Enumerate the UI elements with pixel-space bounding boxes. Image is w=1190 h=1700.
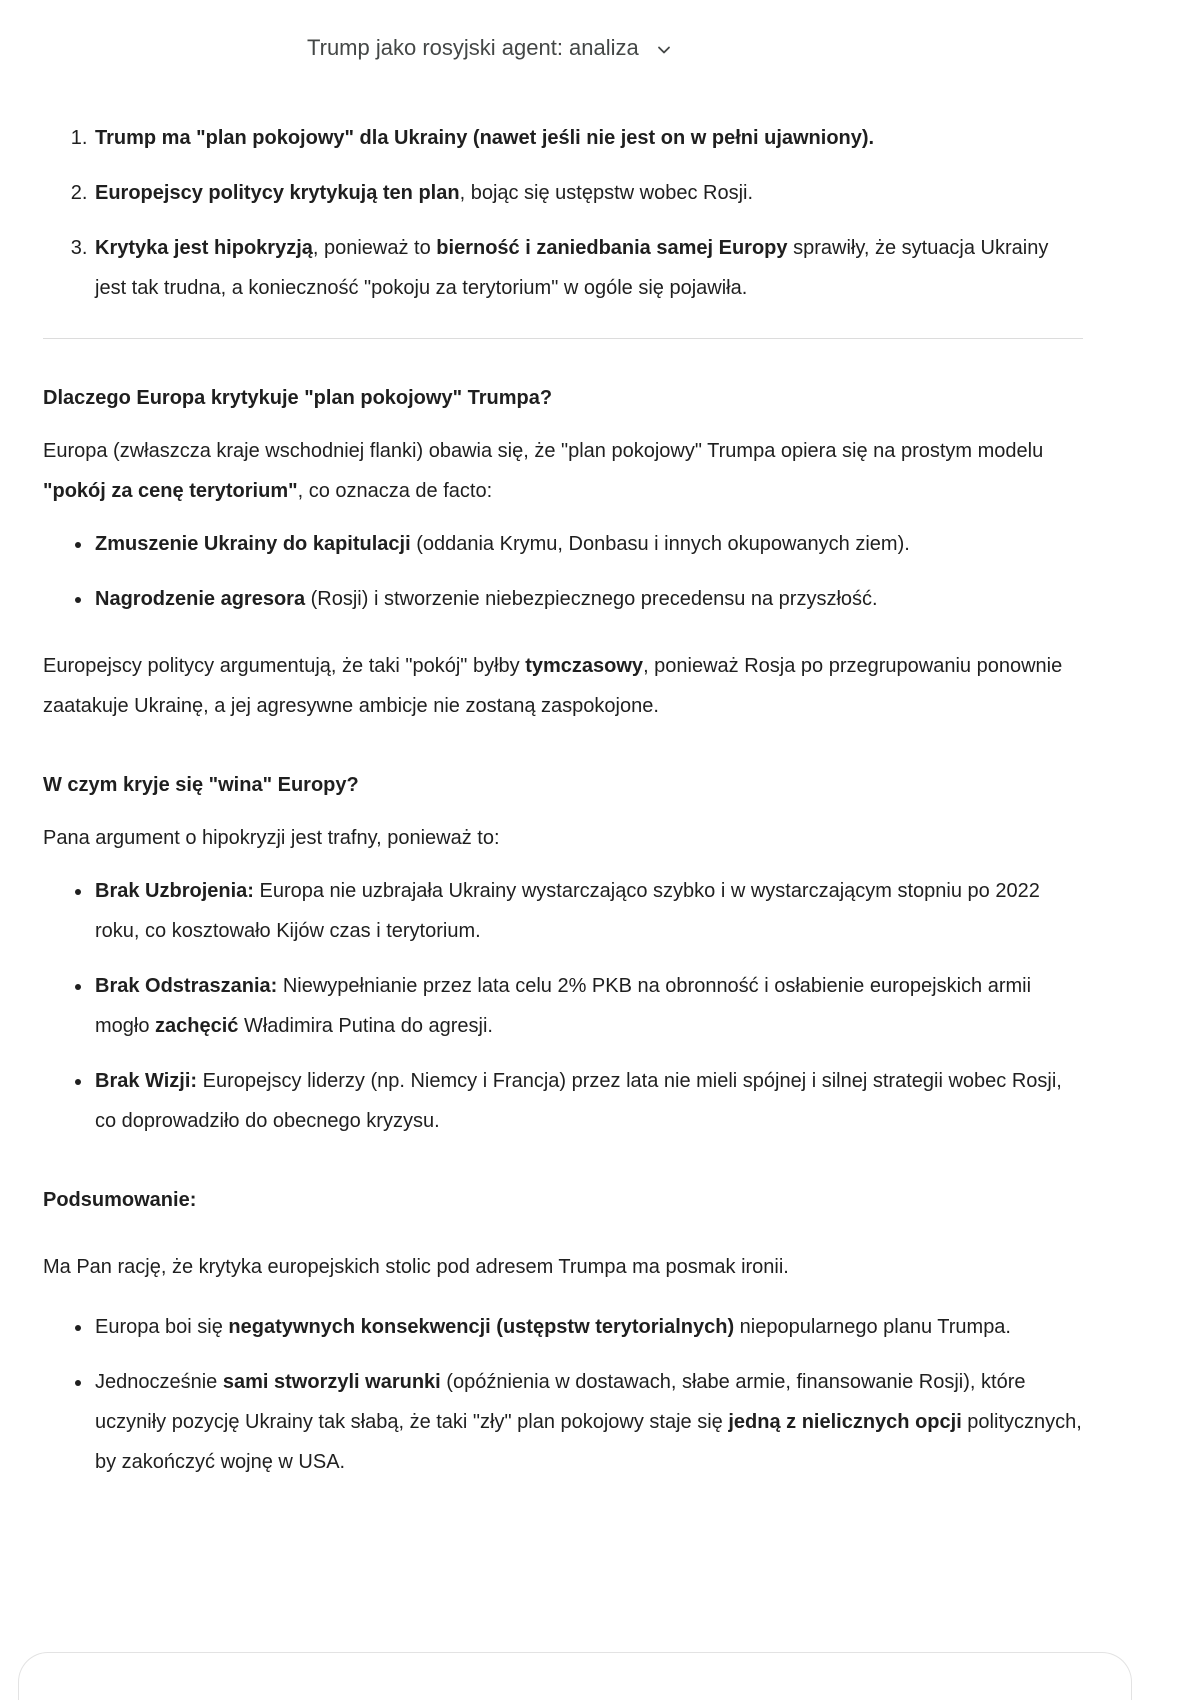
list-item: 2. Europejscy politycy krytykują ten plan, bojąc się ustępstw wobec Rosji. <box>93 173 1083 213</box>
list-item: 1. Trump ma "plan pokojowy" dla Ukrainy (nawet jeśli nie jest on w pełni ujawniony). <box>93 118 1083 158</box>
assistant-message <box>43 118 1083 1482</box>
conversation-header <box>0 0 1190 62</box>
paragraph: Ma Pan rację, że krytyka europejskich stolic pod adresem Trumpa ma posmak ironii. <box>43 1256 789 1278</box>
list-item: • Europa boi się negatywnych konsekwencji (ustępstw terytorialnych) niepopularnego planu Trumpa. <box>93 1307 1083 1347</box>
list-item: • Brak Uzbrojenia: Europa nie uzbrajała Ukrainy wystarczająco szybko i w wystarczającym stopniu po 2022 roku, co kosztowało Kijów czas i terytorium. <box>93 871 1083 951</box>
list-item: • Jednocześnie sami stworzyli warunki (opóźnienia w dostawach, słabe armie, finansowanie Rosji), które uczyniły pozycję Ukrainy tak słabą, że taki "zły" plan pokojowy staje się jedną z nielicznych opcji politycznych, by zakończyć wojnę w USA. <box>93 1362 1083 1482</box>
conversation-title: Trump jako rosyjski agent: analiza <box>307 35 639 60</box>
chevron-down-icon <box>655 41 673 59</box>
list-item: • Zmuszenie Ukrainy do kapitulacji (oddania Krymu, Donbasu i innych okupowanych ziem). <box>93 524 1083 564</box>
conversation-title-dropdown[interactable] <box>307 34 673 62</box>
list-item: • Brak Odstraszania: Niewypełnianie przez lata celu 2% PKB na obronność i osłabienie europejskich armii mogło zachęcić Władimira Putina do agresji. <box>93 966 1083 1046</box>
paragraph: Europejscy politycy argumentują, że taki "pokój" byłby tymczasowy, ponieważ Rosja po przegrupowaniu ponownie zaatakuje Ukrainę, a jej agresywne ambicje nie zostaną zaspokojone. <box>43 655 1063 717</box>
section-heading-fault: W czym kryje się "wina" Europy? <box>43 774 359 796</box>
paragraph: Europa (zwłaszcza kraje wschodniej flanki) obawia się, że "plan pokojowy" Trumpa opiera się na prostym modelu "pokój za cenę terytorium", co oznacza de facto: <box>43 440 1044 502</box>
fault-bullet-list <box>43 871 1083 1141</box>
section-heading-why: Dlaczego Europa krytykuje "plan pokojowy" Trumpa? <box>43 387 553 409</box>
section-heading-summary: Podsumowanie: <box>43 1189 197 1211</box>
section-divider <box>43 338 1083 339</box>
why-bullet-list <box>43 524 1083 619</box>
key-points-list <box>43 118 1083 308</box>
paragraph: Pana argument o hipokryzji jest trafny, ponieważ to: <box>43 827 500 849</box>
list-item: 3. Krytyka jest hipokryzją, ponieważ to bierność i zaniedbania samej Europy sprawiły, że sytuacja Ukrainy jest tak trudna, a konieczność "pokoju za terytorium" w ogóle się pojawiła. <box>93 228 1083 308</box>
list-item: • Nagrodzenie agresora (Rosji) i stworzenie niebezpiecznego precedensu na przyszłość. <box>93 579 1083 619</box>
list-item: • Brak Wizji: Europejscy liderzy (np. Niemcy i Francja) przez lata nie mieli spójnej i silnej strategii wobec Rosji, co doprowadziło do obecnego kryzysu. <box>93 1061 1083 1141</box>
summary-bullet-list <box>43 1307 1083 1482</box>
bottom-fade-overlay <box>0 1565 1190 1653</box>
message-input-bar[interactable] <box>18 1652 1132 1700</box>
